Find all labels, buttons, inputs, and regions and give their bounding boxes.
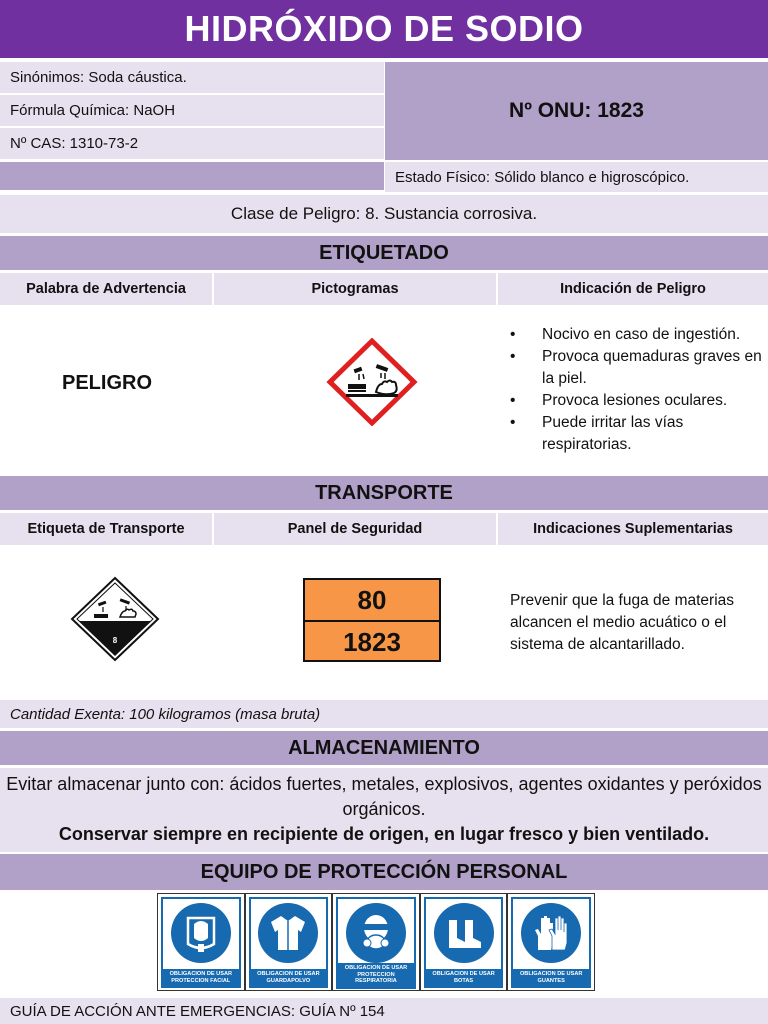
etiquetado-heading: ETIQUETADO bbox=[0, 236, 768, 270]
epp-label-line2: PROTECCION RESPIRATORIA bbox=[355, 971, 397, 984]
hazard-statement-list bbox=[508, 324, 766, 456]
epp-label bbox=[338, 963, 414, 987]
corrosion-ghs-pictogram-icon bbox=[326, 338, 418, 426]
epp-label-line2: BOTAS bbox=[453, 977, 474, 984]
epp-sign-gloves bbox=[507, 893, 595, 991]
estado-fisico: Estado Físico: Sólido blanco e higroscópico. bbox=[385, 162, 768, 192]
boots-icon bbox=[441, 910, 487, 956]
epp-label-line1: OBLIGACION DE USAR bbox=[169, 971, 233, 977]
supplementary-indications: Prevenir que la fuga de materias alcancen el medio acuático o el sistema de alcantarillado. bbox=[510, 592, 735, 653]
clase-peligro: Clase de Peligro: 8. Sustancia corrosiva. bbox=[0, 195, 768, 233]
epp-label-line2: GUARDAPOLVO bbox=[266, 977, 311, 984]
almacenamiento-text: Evitar almacenar junto con: ácidos fuertes, metales, explosivos, agentes oxidantes y peróxidos orgánicos. bbox=[6, 774, 762, 819]
almacenamiento-heading: ALMACENAMIENTO bbox=[0, 731, 768, 765]
transport-class-number: 8 bbox=[112, 636, 118, 645]
epp-label bbox=[251, 969, 327, 986]
epp-label bbox=[163, 969, 239, 986]
col-indicacion-peligro: Indicación de Peligro bbox=[498, 273, 768, 305]
col-indicaciones-suplementarias: Indicaciones Suplementarias bbox=[498, 513, 768, 545]
gloves-icon bbox=[528, 910, 574, 956]
hazard-statement: • Nocivo en caso de ingestión. bbox=[508, 324, 766, 346]
col-panel-seguridad: Panel de Seguridad bbox=[214, 513, 498, 545]
epp-heading: EQUIPO DE PROTECCIÓN PERSONAL bbox=[0, 854, 768, 890]
page-title: HIDRÓXIDO DE SODIO bbox=[0, 0, 768, 58]
respirator-icon bbox=[353, 910, 399, 956]
epp-label bbox=[513, 969, 589, 986]
epp-sign-lab-coat bbox=[245, 893, 333, 991]
transporte-column-headers bbox=[0, 513, 768, 545]
epp-label-line2: PROTECCION FACIAL bbox=[171, 977, 231, 984]
col-palabra-advertencia: Palabra de Advertencia bbox=[0, 273, 214, 305]
class-8-corrosive-label-icon bbox=[70, 576, 160, 662]
epp-label-line1: OBLIGACION DE USAR bbox=[344, 965, 408, 971]
safety-panel bbox=[303, 578, 441, 662]
un-number: 1823 bbox=[343, 626, 401, 657]
cas-field: Nº CAS: 1310-73-2 bbox=[0, 128, 384, 161]
onu-number: Nº ONU: 1823 bbox=[385, 62, 768, 160]
cantidad-exenta: Cantidad Exenta: 100 kilogramos (masa bruta) bbox=[0, 700, 768, 728]
lab-coat-icon bbox=[265, 910, 311, 956]
epp-label-line1: OBLIGACION DE USAR bbox=[432, 971, 495, 977]
etiquetado-column-headers bbox=[0, 273, 768, 305]
signal-word: PELIGRO bbox=[61, 372, 152, 394]
col-etiqueta-transporte: Etiqueta de Transporte bbox=[0, 513, 214, 545]
sinonimos-field: Sinónimos: Soda cáustica. bbox=[0, 62, 384, 95]
epp-sign-row bbox=[157, 893, 595, 991]
col-pictogramas: Pictogramas bbox=[214, 273, 498, 305]
epp-label-line2: GUANTES bbox=[537, 977, 565, 984]
almacenamiento-body bbox=[0, 768, 768, 852]
hazard-statement: • Puede irritar las vías respiratorias. bbox=[508, 412, 766, 456]
epp-label-line1: OBLIGACION DE USAR bbox=[257, 971, 320, 977]
info-spacer bbox=[0, 162, 384, 192]
emergency-guide: GUÍA DE ACCIÓN ANTE EMERGENCIAS: GUÍA Nº 154 bbox=[0, 998, 768, 1024]
epp-label bbox=[426, 969, 502, 986]
hazard-statement: • Provoca quemaduras graves en la piel. bbox=[508, 346, 766, 390]
transporte-heading: TRANSPORTE bbox=[0, 476, 768, 510]
almacenamiento-bold-text: Conservar siempre en recipiente de origen, en lugar fresco y bien ventilado. bbox=[58, 824, 710, 844]
face-shield-icon bbox=[178, 910, 224, 956]
hazard-statement: • Provoca lesiones oculares. bbox=[508, 390, 766, 412]
epp-sign-face-shield bbox=[157, 893, 245, 991]
epp-sign-respirator bbox=[332, 893, 420, 991]
hazard-identification-number: 80 bbox=[357, 584, 387, 615]
formula-field: Fórmula Química: NaOH bbox=[0, 95, 384, 128]
epp-sign-boots bbox=[420, 893, 508, 991]
epp-label-line1: OBLIGACION DE USAR bbox=[519, 971, 583, 977]
